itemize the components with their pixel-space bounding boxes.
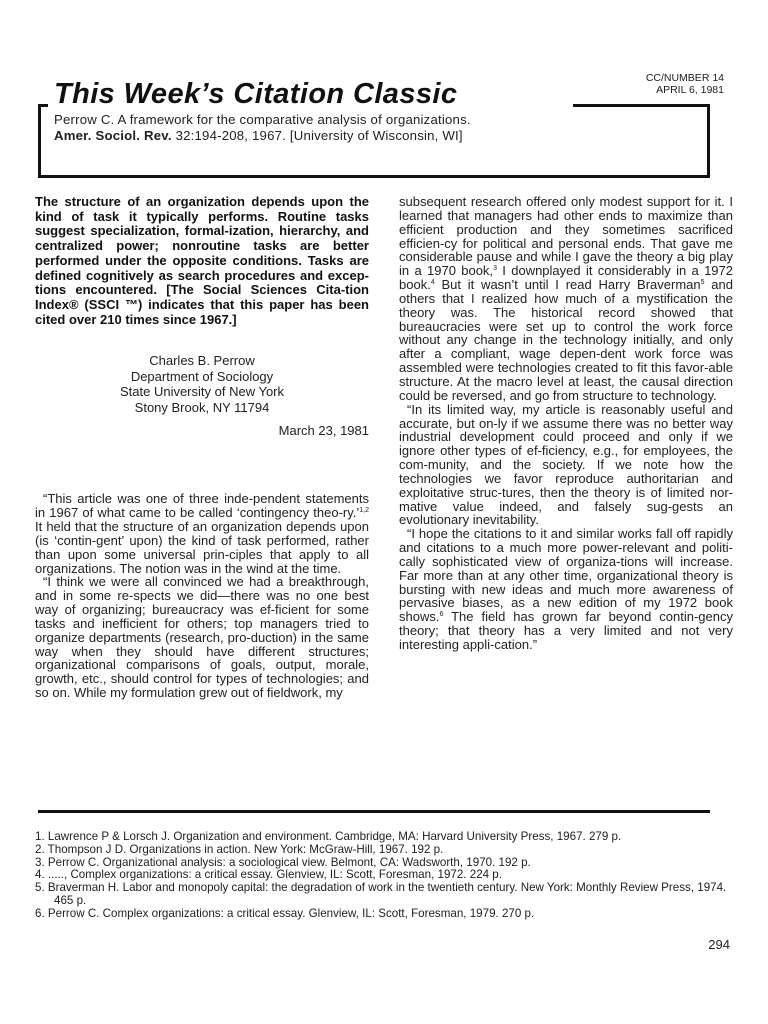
author-date: March 23, 1981 xyxy=(278,423,369,439)
paragraph xyxy=(399,195,733,403)
commentary-left xyxy=(35,492,369,700)
paragraph xyxy=(35,492,369,575)
author-university: State University of New York xyxy=(119,384,285,400)
paragraph-text: The field has grown far beyond contin-gency theory; that theory has a very limited and not very interesting appli-cation.” xyxy=(399,609,733,652)
footnote-ref: 4 xyxy=(430,279,435,287)
paragraph-text: I downplayed it considerably in a 1972 book. xyxy=(399,263,734,293)
paragraph-text: It held that the structure of an organization depends upon (is ‘contin-gent’ upon) the kind of task performed, rather than upon some universal prin-ciples that apply to all organizations. The notion was in the wind at the time. xyxy=(35,519,369,576)
paragraph-text: subsequent research offered only modest support for it. I learned that managers had other ends to maximize than efficient production and they sometimes sacrificed efficien-cy for political and personal ends. That gave me considerable pause and while I gave the theory a big play in a 1970 book, xyxy=(399,194,733,279)
issue-number: CC/NUMBER 14 xyxy=(645,72,724,84)
reference-list xyxy=(35,831,735,921)
paragraph-text: “I hope the citations to it and similar works fall off rapidly and citations to a much more power-relevant and politi-cally sophisticated view of organiza-tions will increase. Far more than at any other time, organizational theory is bursting with new ideas and much more awareness of pervasive biases, as a new edition of my 1972 book shows. xyxy=(399,526,733,625)
box-top-left-rule xyxy=(38,104,48,107)
right-column xyxy=(399,195,733,652)
footnote-ref: 6 xyxy=(439,611,444,619)
citation-details: 32:194-208, 1967. [University of Wisconsin, WI] xyxy=(171,128,463,143)
footnote-ref: 3 xyxy=(493,265,497,273)
page-number: 294 xyxy=(708,937,730,952)
reference-item: 4. ....., Complex organizations: a critical essay. Glenview, IL: Scott, Foresman, 1972. 224 p. xyxy=(35,868,502,882)
reference-item: 3. Perrow C. Organizational analysis: a sociological view. Belmont, CA: Wadsworth, 1970. 192 p. xyxy=(35,855,531,869)
paragraph: “I think we were all convinced we had a breakthrough, and in some re-spects we did—there was no one best way of organizing; bureaucracy was ef-ficient for some tasks and inefficient for others; top managers tried to organize departments (research, pro-duction) in the same way when they should have different structures; organizational comparisons of goals, output, morale, growth, etc., should control for types of technologies; and so on. While my formulation grew out of fieldwork, my xyxy=(35,574,369,701)
paragraph xyxy=(399,527,733,652)
author-name: Charles B. Perrow xyxy=(149,353,255,369)
issue-date: APRIL 6, 1981 xyxy=(656,83,724,96)
abstract: The structure of an organization depends upon the kind of task it typically performs. Routine tasks suggest specialization, formal-ization, hierarchy, and centralized power; nonroutine tasks are better performed under the opposite conditions. Tasks are defined cognitively as search procedures and excep-tions encountered. [The Social Sciences Cita-tion Index® (SSCI ™) indicates that this paper has been cited over 210 times since 1967.] xyxy=(35,194,369,327)
box-top-right-rule xyxy=(573,104,710,107)
citation-line2 xyxy=(54,128,694,144)
footnote-ref: 1,2 xyxy=(359,507,369,515)
paragraph-text: But it wasn’t until I read Harry Braverman xyxy=(434,277,701,293)
paragraph-text: “This article was one of three inde-pendent statements in 1967 of what came to be called ‘contingency theo-ry.’ xyxy=(35,491,369,521)
footnote-ref: 5 xyxy=(700,279,705,287)
issue-info xyxy=(590,73,724,96)
reference-item: 6. Perrow C. Complex organizations: a critical essay. Glenview, IL: Scott, Foresman, 1979. 270 p. xyxy=(35,906,535,920)
paragraph: “In its limited way, my article is reasonably useful and accurate, but on-ly if we assume there was no better way industrial development could proceed and only if we ignore other types of ef-ficiency, e.g., for employees, the com-munity, and the society. If we note how the technologies we favor reproduce authoritarian and exploitative struc-tures, then the theory is of limited nor-mative value indeed, and falsely sug-gests an evolutionary inevitability. xyxy=(399,401,733,528)
author-department: Department of Sociology xyxy=(130,368,274,384)
author-block xyxy=(35,353,369,415)
page-title: This Week’s Citation Classic xyxy=(54,78,458,110)
reference-item: 2. Thompson J D. Organizations in action. New York: McGraw-Hill, 1967. 192 p. xyxy=(35,842,444,856)
left-column xyxy=(35,195,369,700)
author-location: Stony Brook, NY 11794 xyxy=(134,399,270,415)
citation-line1: Perrow C. A framework for the comparative analysis of organizations. xyxy=(54,112,471,127)
reference-item: 1. Lawrence P & Lorsch J. Organization and environment. Cambridge, MA: Harvard University Press, 1967. 279 p. xyxy=(35,830,622,843)
divider-rule xyxy=(38,810,710,813)
reference-item: 5. Braverman H. Labor and monopoly capital: the degradation of work in the twentieth century. New York: Monthly Review Press, 1974. 465 p. xyxy=(35,881,727,907)
commentary-right xyxy=(399,195,733,652)
citation-journal: Amer. Sociol. Rev. xyxy=(54,128,172,143)
paragraph-text: and others that I realized how much of a mystification the theory was. The historical record showed that bureaucracies were set up to control the work force without any change in the technology initially, and only after a compliant, wage depen-dent work force was assembled were technologies created to fit this favor-able structure. At the macro level at least, the causal direction could be reversed, and go from structure to technology. xyxy=(399,277,733,403)
citation-reference xyxy=(54,112,694,144)
